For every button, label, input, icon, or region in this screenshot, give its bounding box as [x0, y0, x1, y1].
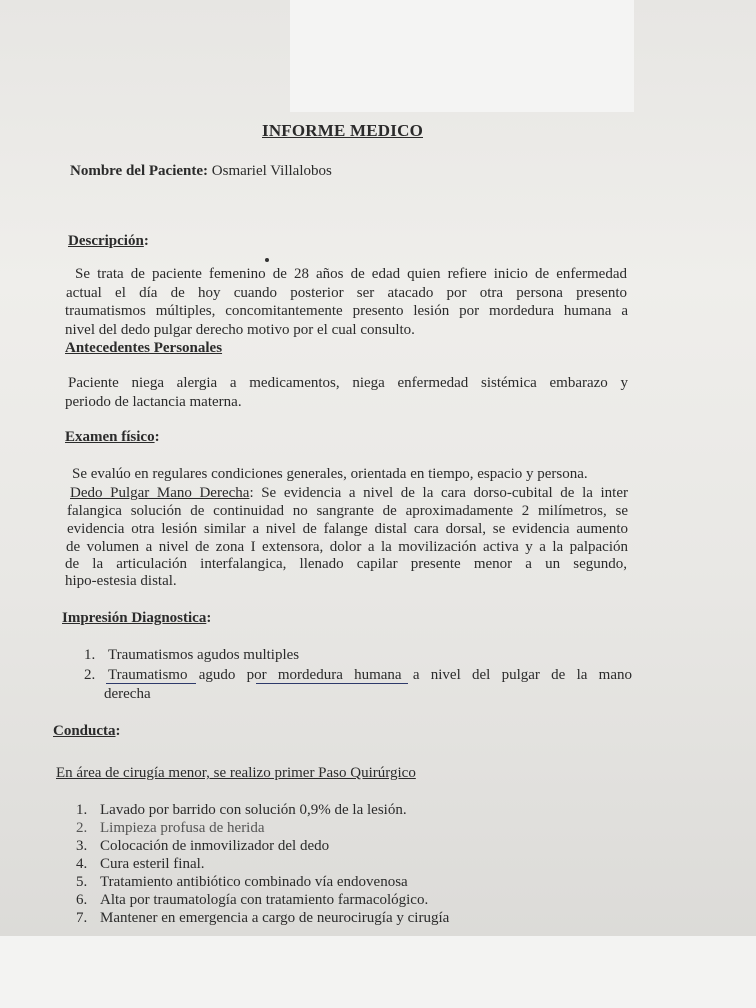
section-heading-conducta: Conducta: [53, 723, 121, 739]
section-heading-examen: Examen físico: [65, 429, 160, 445]
handwritten-underline [106, 683, 196, 684]
conducta-item: 2. Limpieza profusa de herida [76, 820, 265, 836]
document-title: INFORME MEDICO [262, 121, 423, 140]
section-heading-impresion: Impresión Diagnostica: [62, 610, 212, 626]
antecedentes-line: periodo de lactancia materna. [65, 394, 242, 410]
examen-line: Dedo Pulgar Mano Derecha: Se evidencia a nivel de la cara dorso-cubital de la inter [70, 485, 628, 501]
descripcion-line: nivel del dedo pulgar derecho motivo por el cual consulto. [65, 322, 415, 338]
examen-subheading: Dedo Pulgar Mano Derecha [70, 485, 250, 501]
examen-line: evidencia otra lesión similar a nivel de falange distal cara dorsal, se evidencia aumento [67, 521, 628, 537]
ink-dot [265, 258, 269, 262]
descripcion-line: actual el día de hoy cuando posterior ser atacado por otra persona presento [66, 285, 627, 301]
section-heading-descripcion: Descripción: [68, 233, 149, 249]
conducta-item: 3. Colocación de inmovilizador del dedo [76, 838, 330, 854]
impresion-item-continuation: derecha [104, 686, 151, 702]
conducta-item: 6. Alta por traumatología con tratamiento farmacológico. [76, 892, 429, 908]
conducta-item: 5. Tratamiento antibiótico combinado vía endovenosa [76, 874, 408, 890]
handwritten-underline [256, 683, 408, 684]
conducta-item: 7. Mantener en emergencia a cargo de neurocirugía y cirugía [76, 910, 450, 926]
examen-line: hipo-estesia distal. [65, 573, 177, 589]
section-heading-antecedentes: Antecedentes Personales [65, 340, 223, 356]
redacted-area [290, 0, 634, 112]
examen-line: falangica solución de continuidad no sangrante de aproximadamente 2 milímetros, se [67, 503, 628, 519]
antecedentes-line: Paciente niega alergia a medicamentos, niega enfermedad sistémica embarazo y [68, 375, 628, 391]
conducta-item: 4. Cura esteril final. [76, 856, 205, 872]
examen-line: Se evalúo en regulares condiciones generales, orientada en tiempo, espacio y persona. [72, 466, 588, 482]
conducta-intro: En área de cirugía menor, se realizo primer Paso Quirúrgico [56, 765, 416, 781]
conducta-item: 1. Lavado por barrido con solución 0,9% de la lesión. [76, 802, 407, 818]
patient-name: Osmariel Villalobos [211, 163, 332, 179]
patient-row [70, 162, 332, 180]
descripcion-line: traumatismos múltiples, concomitantemente presento lesión por mordedura humana a [65, 303, 628, 319]
page-margin [0, 936, 756, 1008]
impresion-item: 2. Traumatismo agudo por mordedura humana a nivel del pulgar de la mano [84, 667, 632, 683]
impresion-item: 1. Traumatismos agudos multiples [84, 647, 300, 663]
examen-line: de volumen a nivel de zona I extensora, dolor a la movilización activa y a la palpación [66, 539, 628, 555]
descripcion-line: Se trata de paciente femenino de 28 años de edad quien refiere inicio de enfermedad [75, 266, 627, 282]
patient-label: Nombre del Paciente: [70, 163, 209, 179]
examen-line: de la articulación interfalangica, llenado capilar presente menor a un segundo, [65, 556, 627, 572]
